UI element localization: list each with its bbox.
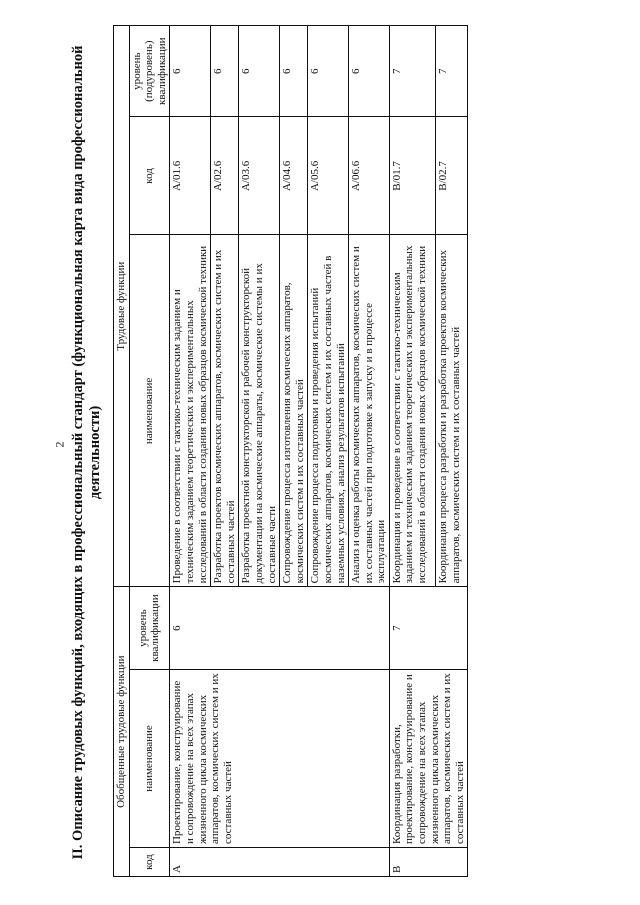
function-name: Разработка проектов космических аппаратов, космических систем и их составных частей — [211, 235, 239, 587]
func-header: Трудовые функции — [114, 26, 130, 587]
function-name: Координация процесса разработки и разработка проектов космических аппаратов, космических систем и их составных частей — [436, 235, 468, 587]
section-title: II. Описание трудовых функций, входящих в профессиональный стандарт (функциональная карта вида профессиональной деятельности) — [70, 45, 103, 860]
table-header-row-1 — [114, 26, 130, 877]
group-code: B — [389, 848, 468, 877]
function-level: 7 — [436, 26, 468, 117]
functional-map-table — [113, 25, 468, 877]
group-code: A — [170, 848, 390, 877]
function-code: A/06.6 — [349, 117, 390, 235]
function-name: Сопровождение процесса изготовления космических аппаратов, космических систем и их составных частей — [280, 235, 308, 587]
function-code: B/01.7 — [389, 117, 435, 235]
function-code: B/02.7 — [436, 117, 468, 235]
function-code: A/01.6 — [170, 117, 211, 235]
col-code-header: код — [129, 848, 170, 877]
col-func-level-header: уровень (подуровень) квалификации — [129, 26, 170, 117]
group-header: Обобщенные трудовые функции — [114, 587, 130, 877]
function-code: A/05.6 — [308, 117, 349, 235]
function-code: A/02.6 — [211, 117, 239, 235]
function-name: Координация и проведение в соответствии с тактико-техническим заданием и техническим заданием теоретических и экспериментальных исследований в области создания новых образцов космической техники — [389, 235, 435, 587]
function-name: Проведение в соответствии с тактико-техническим заданием и техническим заданием теоретических и экспериментальных исследований в области создания новых образцов космической техники — [170, 235, 211, 587]
col-func-name-header: наименование — [129, 235, 170, 587]
group-level: 7 — [389, 587, 468, 669]
function-level: 7 — [389, 26, 435, 117]
function-name: Разработка проектной конструкторской и рабочей конструкторской документации на космические аппараты, космические системы и их составные части — [239, 235, 280, 587]
group-name: Координация разработки, проектирование, конструирование и сопровождение на всех этапах жизненного цикла космических аппаратов, космических систем и их составных частей — [389, 669, 468, 847]
function-name: Сопровождение процесса подготовки и проведения испытаний космических аппаратов, космических систем и их составных частей в наземных условиях, анализ результатов испытаний — [308, 235, 349, 587]
function-code: A/04.6 — [280, 117, 308, 235]
group-level: 6 — [170, 587, 390, 669]
col-level-header: уровень квалификации — [129, 587, 170, 669]
col-func-code-header: код — [129, 117, 170, 235]
function-code: A/03.6 — [239, 117, 280, 235]
function-level: 6 — [280, 26, 308, 117]
table-header-row-2 — [129, 26, 170, 877]
function-name: Анализ и оценка работы космических аппаратов, космических систем и их составных частей при подготовке к запуску и в процессе эксплуатации — [349, 235, 390, 587]
page-number: 2 — [52, 441, 67, 448]
function-level: 6 — [239, 26, 280, 117]
function-level: 6 — [211, 26, 239, 117]
col-name-header: наименование — [129, 669, 170, 847]
function-level: 6 — [349, 26, 390, 117]
function-level: 6 — [308, 26, 349, 117]
table-row — [170, 26, 211, 877]
group-name: Проектирование, конструирование и сопровождение на всех этапах жизненного цикла космических аппаратов, космических систем и их составных частей — [170, 669, 390, 847]
table-row — [389, 26, 435, 877]
function-level: 6 — [170, 26, 211, 117]
